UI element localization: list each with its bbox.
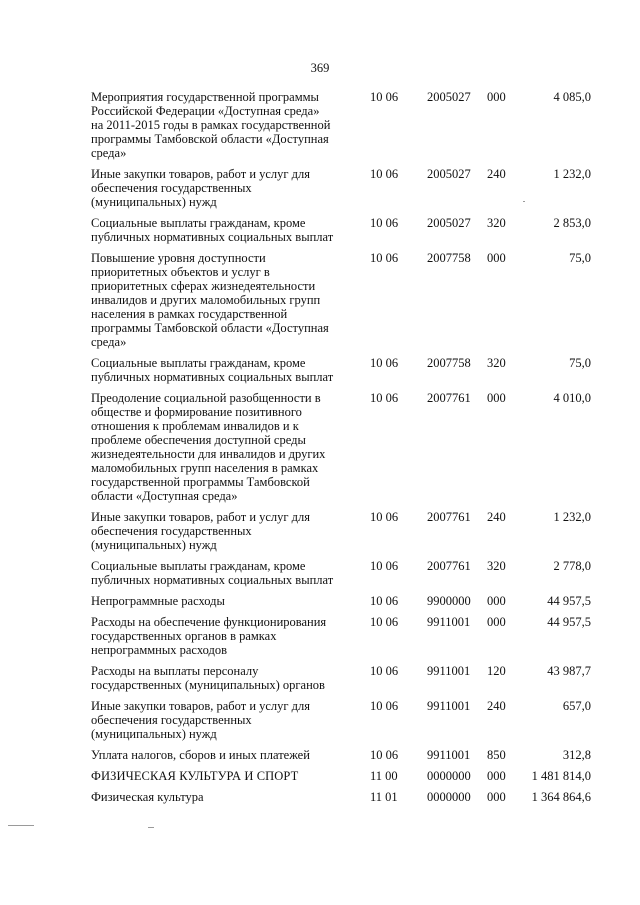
row-target-code: 9911001 bbox=[427, 664, 471, 678]
row-expense-code: 320 bbox=[487, 216, 506, 230]
row-target-code: 2007758 bbox=[427, 356, 471, 370]
table-row bbox=[91, 790, 601, 804]
row-amount: 2 853,0 bbox=[553, 216, 591, 230]
row-name: ФИЗИЧЕСКАЯ КУЛЬТУРА И СПОРТ bbox=[91, 769, 299, 783]
table-row bbox=[91, 391, 601, 503]
row-name: Иные закупки товаров, работ и услуг для обеспечения государственных (муниципальных) нужд bbox=[91, 510, 311, 552]
row-name: Преодоление социальной разобщенности в обществе и формирование позитивного отношения к проблемам инвалидов и к проблеме обеспечения доступной среды жизнедеятельности для инвалидов и других маломобильных групп населения в рамках государственной программы Тамбовской области «Доступная среда» bbox=[91, 391, 326, 503]
row-name: Расходы на выплаты персоналу государственных (муниципальных) органов bbox=[91, 664, 325, 692]
page-number: 369 bbox=[310, 61, 330, 75]
scan-speck bbox=[8, 825, 34, 826]
row-expense-code: 000 bbox=[487, 615, 506, 629]
row-expense-code: 000 bbox=[487, 391, 506, 405]
row-amount: 75,0 bbox=[569, 356, 591, 370]
row-target-code: 2007758 bbox=[427, 251, 471, 265]
row-amount: 312,8 bbox=[562, 748, 591, 762]
row-expense-code: 000 bbox=[487, 594, 506, 608]
table-row bbox=[91, 664, 601, 692]
row-section-code: 10 06 bbox=[370, 216, 399, 230]
row-amount: 657,0 bbox=[562, 699, 591, 713]
scan-speck bbox=[148, 827, 154, 828]
row-target-code: 0000000 bbox=[427, 790, 471, 804]
row-amount: 4 010,0 bbox=[553, 391, 591, 405]
row-name: Социальные выплаты гражданам, кроме публичных нормативных социальных выплат bbox=[91, 559, 334, 587]
row-section-code: 11 00 bbox=[370, 769, 398, 783]
row-section-code: 10 06 bbox=[370, 391, 399, 405]
table-row bbox=[91, 216, 601, 244]
table-row bbox=[91, 356, 601, 384]
table-row bbox=[91, 559, 601, 587]
row-section-code: 10 06 bbox=[370, 90, 399, 104]
row-section-code: 10 06 bbox=[370, 356, 399, 370]
row-amount: 43 987,7 bbox=[547, 664, 591, 678]
row-expense-code: 240 bbox=[487, 699, 506, 713]
row-expense-code: 000 bbox=[487, 790, 506, 804]
table-row bbox=[91, 748, 601, 762]
row-target-code: 9911001 bbox=[427, 615, 471, 629]
row-name: Мероприятия государственной программы Российской Федерации «Доступная среда» на 2011-2015 годы в рамках государственной программы Тамбовской области «Доступная среда» bbox=[91, 90, 331, 160]
table-row bbox=[91, 167, 601, 209]
row-section-code: 10 06 bbox=[370, 251, 399, 265]
row-name: Повышение уровня доступности приоритетных объектов и услуг в приоритетных сферах жизнедеятельности инвалидов и других маломобильных групп населения в рамках государственной программы Тамбовской области «Доступная среда» bbox=[91, 251, 329, 349]
row-expense-code: 320 bbox=[487, 356, 506, 370]
row-expense-code: 000 bbox=[487, 251, 506, 265]
row-name: Социальные выплаты гражданам, кроме публичных нормативных социальных выплат bbox=[91, 216, 334, 244]
row-expense-code: 240 bbox=[487, 510, 506, 524]
row-expense-code: 240 bbox=[487, 167, 506, 181]
row-section-code: 10 06 bbox=[370, 699, 399, 713]
row-name: Непрограммные расходы bbox=[91, 594, 225, 608]
row-section-code: 10 06 bbox=[370, 510, 399, 524]
row-target-code: 2005027 bbox=[427, 167, 471, 181]
row-section-code: 10 06 bbox=[370, 748, 399, 762]
row-expense-code: 320 bbox=[487, 559, 506, 573]
row-target-code: 9911001 bbox=[427, 699, 471, 713]
row-amount: 44 957,5 bbox=[547, 615, 591, 629]
row-section-code: 10 06 bbox=[370, 559, 399, 573]
row-expense-code: 850 bbox=[487, 748, 506, 762]
row-target-code: 2005027 bbox=[427, 90, 471, 104]
row-section-code: 10 06 bbox=[370, 664, 399, 678]
row-amount: 1 232,0 bbox=[553, 510, 591, 524]
row-amount: 75,0 bbox=[569, 251, 591, 265]
row-amount: 4 085,0 bbox=[553, 90, 591, 104]
row-amount: 44 957,5 bbox=[547, 594, 591, 608]
table-row bbox=[91, 251, 601, 349]
row-target-code: 2007761 bbox=[427, 391, 471, 405]
row-amount: 1 481 814,0 bbox=[531, 769, 591, 783]
row-target-code: 9900000 bbox=[427, 594, 471, 608]
row-expense-code: 120 bbox=[487, 664, 506, 678]
row-amount: 1 232,0 bbox=[553, 167, 591, 181]
row-name: Уплата налогов, сборов и иных платежей bbox=[91, 748, 310, 762]
row-target-code: 2007761 bbox=[427, 510, 471, 524]
row-amount: 2 778,0 bbox=[553, 559, 591, 573]
table-row bbox=[91, 594, 601, 608]
row-expense-code: 000 bbox=[487, 769, 506, 783]
row-name: Расходы на обеспечение функционирования государственных органов в рамках непрограммных расходов bbox=[91, 615, 327, 657]
table-row bbox=[91, 699, 601, 741]
budget-table bbox=[91, 90, 601, 811]
row-name: Физическая культура bbox=[91, 790, 204, 804]
row-section-code: 10 06 bbox=[370, 615, 399, 629]
table-row bbox=[91, 615, 601, 657]
row-amount: 1 364 864,6 bbox=[531, 790, 591, 804]
row-target-code: 2007761 bbox=[427, 559, 471, 573]
scan-speck bbox=[523, 201, 525, 202]
table-row bbox=[91, 769, 601, 783]
row-target-code: 0000000 bbox=[427, 769, 471, 783]
row-name: Иные закупки товаров, работ и услуг для обеспечения государственных (муниципальных) нужд bbox=[91, 699, 311, 741]
row-section-code: 10 06 bbox=[370, 594, 399, 608]
row-target-code: 9911001 bbox=[427, 748, 471, 762]
table-row bbox=[91, 90, 601, 160]
row-target-code: 2005027 bbox=[427, 216, 471, 230]
row-section-code: 10 06 bbox=[370, 167, 399, 181]
table-row bbox=[91, 510, 601, 552]
row-name: Социальные выплаты гражданам, кроме публичных нормативных социальных выплат bbox=[91, 356, 334, 384]
row-expense-code: 000 bbox=[487, 90, 506, 104]
row-section-code: 11 01 bbox=[370, 790, 398, 804]
row-name: Иные закупки товаров, работ и услуг для обеспечения государственных (муниципальных) нужд bbox=[91, 167, 311, 209]
